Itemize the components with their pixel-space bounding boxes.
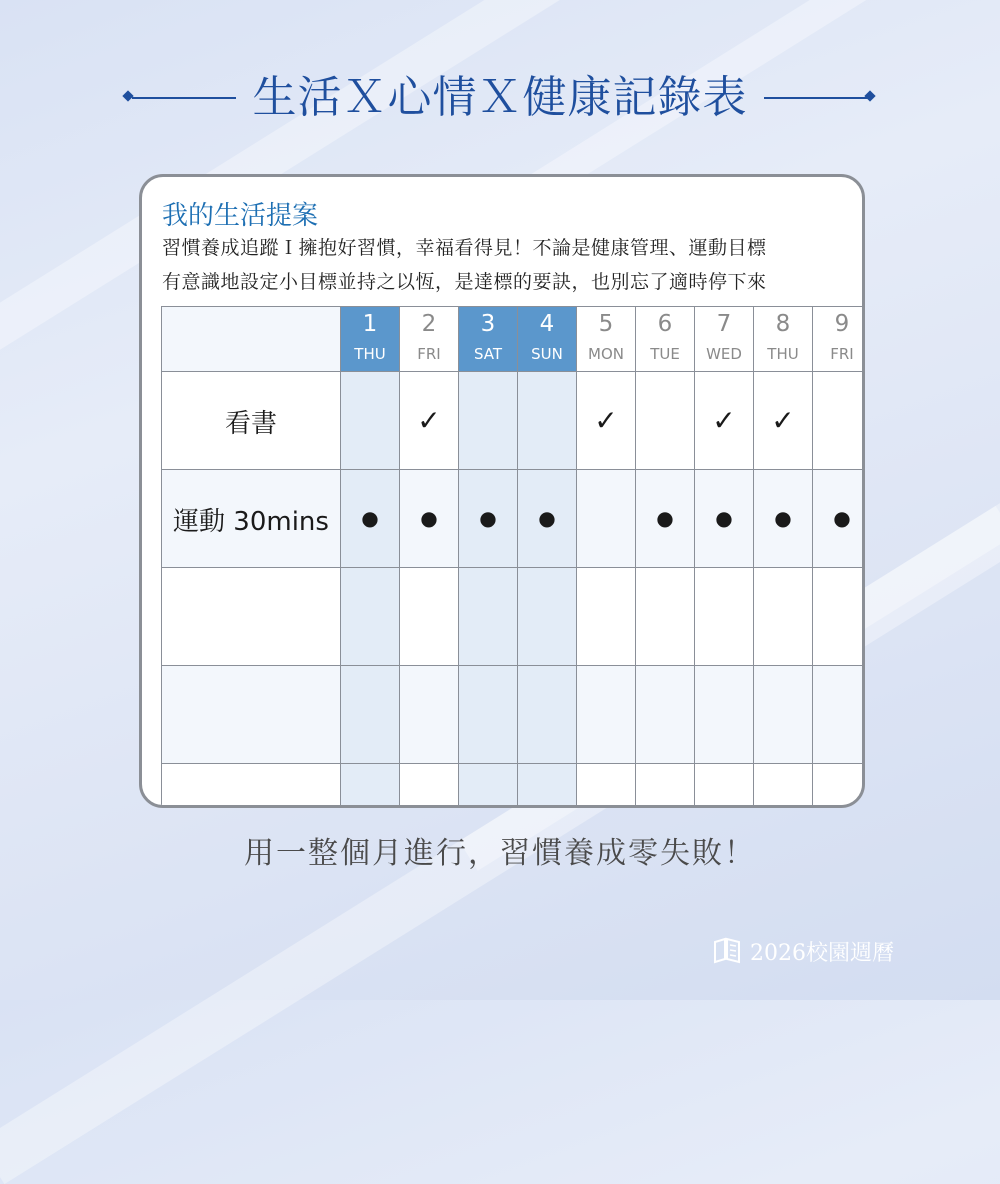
day-header-cell [754,306,813,372]
day-number: 9 [834,311,850,337]
dot-mark-icon: ● [774,506,792,530]
day-header-cell [577,306,636,372]
tracker-cell[interactable] [518,372,577,470]
tracker-cell[interactable] [577,764,636,808]
page-header [0,68,1000,128]
dot-mark-icon: ● [715,506,733,530]
tracker-cell[interactable] [813,568,865,666]
day-name: FRI [417,345,441,363]
day-name: MON [588,345,624,363]
row-label: 運動 30mins [173,507,329,537]
tracker-cell[interactable] [400,666,459,764]
day-name: SUN [531,345,563,363]
right-diamond-ornament [864,90,875,101]
tracker-cell[interactable] [400,568,459,666]
day-name: SAT [473,345,503,363]
right-line-ornament [764,97,868,99]
day-name: FRI [830,345,854,363]
tracker-cell[interactable] [577,568,636,666]
tracker-cell[interactable] [400,470,459,568]
dot-mark-icon: ● [361,506,379,530]
tracker-cell[interactable] [813,470,865,568]
day-header-cell [813,306,865,372]
tracker-cell[interactable] [754,568,813,666]
row-label-cell [161,372,341,470]
day-name: THU [767,345,799,363]
row-label-cell [161,764,341,808]
tracker-cell[interactable] [813,372,865,470]
row-label-cell [161,568,341,666]
day-header-cell [341,306,400,372]
left-line-ornament [132,97,236,99]
day-number: 1 [362,311,378,337]
tracker-cell[interactable] [636,764,695,808]
tracker-cell[interactable] [695,568,754,666]
day-name: TUE [650,345,680,363]
row-label-cell [161,666,341,764]
tracker-cell[interactable] [400,372,459,470]
habit-tracker-card [139,174,865,808]
tracker-cell[interactable] [636,470,695,568]
dot-mark-icon: ● [833,506,851,530]
card-description-line-1: 習慣養成追蹤Ｉ擁抱好習慣，幸福看得見！不論是健康管理、運動目標 [162,237,767,259]
day-header-cell [459,306,518,372]
card-heading: 我的生活提案 [162,201,319,231]
tracker-cell[interactable] [695,372,754,470]
check-mark-icon: ✓ [712,404,736,437]
dot-mark-icon: ● [479,506,497,530]
day-number: 7 [716,311,732,337]
tracker-cell[interactable] [695,666,754,764]
row-label: 看書 [224,409,277,439]
row-label-cell [161,470,341,568]
tracker-cell[interactable] [518,568,577,666]
page-title: 生活Ｘ心情Ｘ健康記錄表 [252,72,748,123]
tracker-cell[interactable] [695,470,754,568]
brand-mark [712,934,894,968]
tracker-cell[interactable] [400,764,459,808]
tracker-cell[interactable] [518,764,577,808]
tracker-cell[interactable] [636,568,695,666]
day-number: 4 [539,311,555,337]
tracker-cell[interactable] [636,666,695,764]
tracker-cell[interactable] [577,470,636,568]
tracker-cell[interactable] [636,372,695,470]
day-header-cell [695,306,754,372]
tracker-cell[interactable] [459,372,518,470]
tracker-cell[interactable] [813,764,865,808]
day-number: 3 [480,311,496,337]
tracker-cell[interactable] [341,372,400,470]
dot-mark-icon: ● [538,506,556,530]
book-logo-icon [712,936,742,966]
tracker-cell[interactable] [577,372,636,470]
day-number: 2 [421,311,437,337]
day-header-cell [518,306,577,372]
tracker-cell[interactable] [754,470,813,568]
tracker-cell[interactable] [754,372,813,470]
tracker-cell[interactable] [459,568,518,666]
tracker-cell[interactable] [813,666,865,764]
check-mark-icon: ✓ [417,404,441,437]
tracker-cell[interactable] [341,568,400,666]
tracker-cell[interactable] [341,764,400,808]
day-name: WED [706,345,742,363]
day-name: THU [354,345,386,363]
tracker-cell[interactable] [577,666,636,764]
tracker-cell[interactable] [518,666,577,764]
tracker-cell[interactable] [341,470,400,568]
brand-text: 2026校園週曆 [750,940,894,966]
tracker-cell[interactable] [341,666,400,764]
tracker-cell[interactable] [754,666,813,764]
tracker-cell[interactable] [754,764,813,808]
check-mark-icon: ✓ [594,404,618,437]
check-mark-icon: ✓ [771,404,795,437]
dot-mark-icon: ● [656,506,674,530]
tracker-cell[interactable] [459,470,518,568]
tracker-cell[interactable] [695,764,754,808]
day-number: 6 [657,311,673,337]
day-header-cell [636,306,695,372]
day-header-cell [400,306,459,372]
day-number: 8 [775,311,791,337]
footer-caption: 用一整個月進行，習慣養成零失敗！ [244,836,756,871]
left-diamond-ornament [122,90,133,101]
dot-mark-icon: ● [420,506,438,530]
tracker-cell[interactable] [459,764,518,808]
tracker-cell[interactable] [518,470,577,568]
day-number: 5 [598,311,614,337]
tracker-cell[interactable] [459,666,518,764]
card-description-line-2: 有意識地設定小目標並持之以恆，是達標的要訣，也別忘了適時停下來 [162,271,767,293]
grid-corner-cell [161,306,341,372]
